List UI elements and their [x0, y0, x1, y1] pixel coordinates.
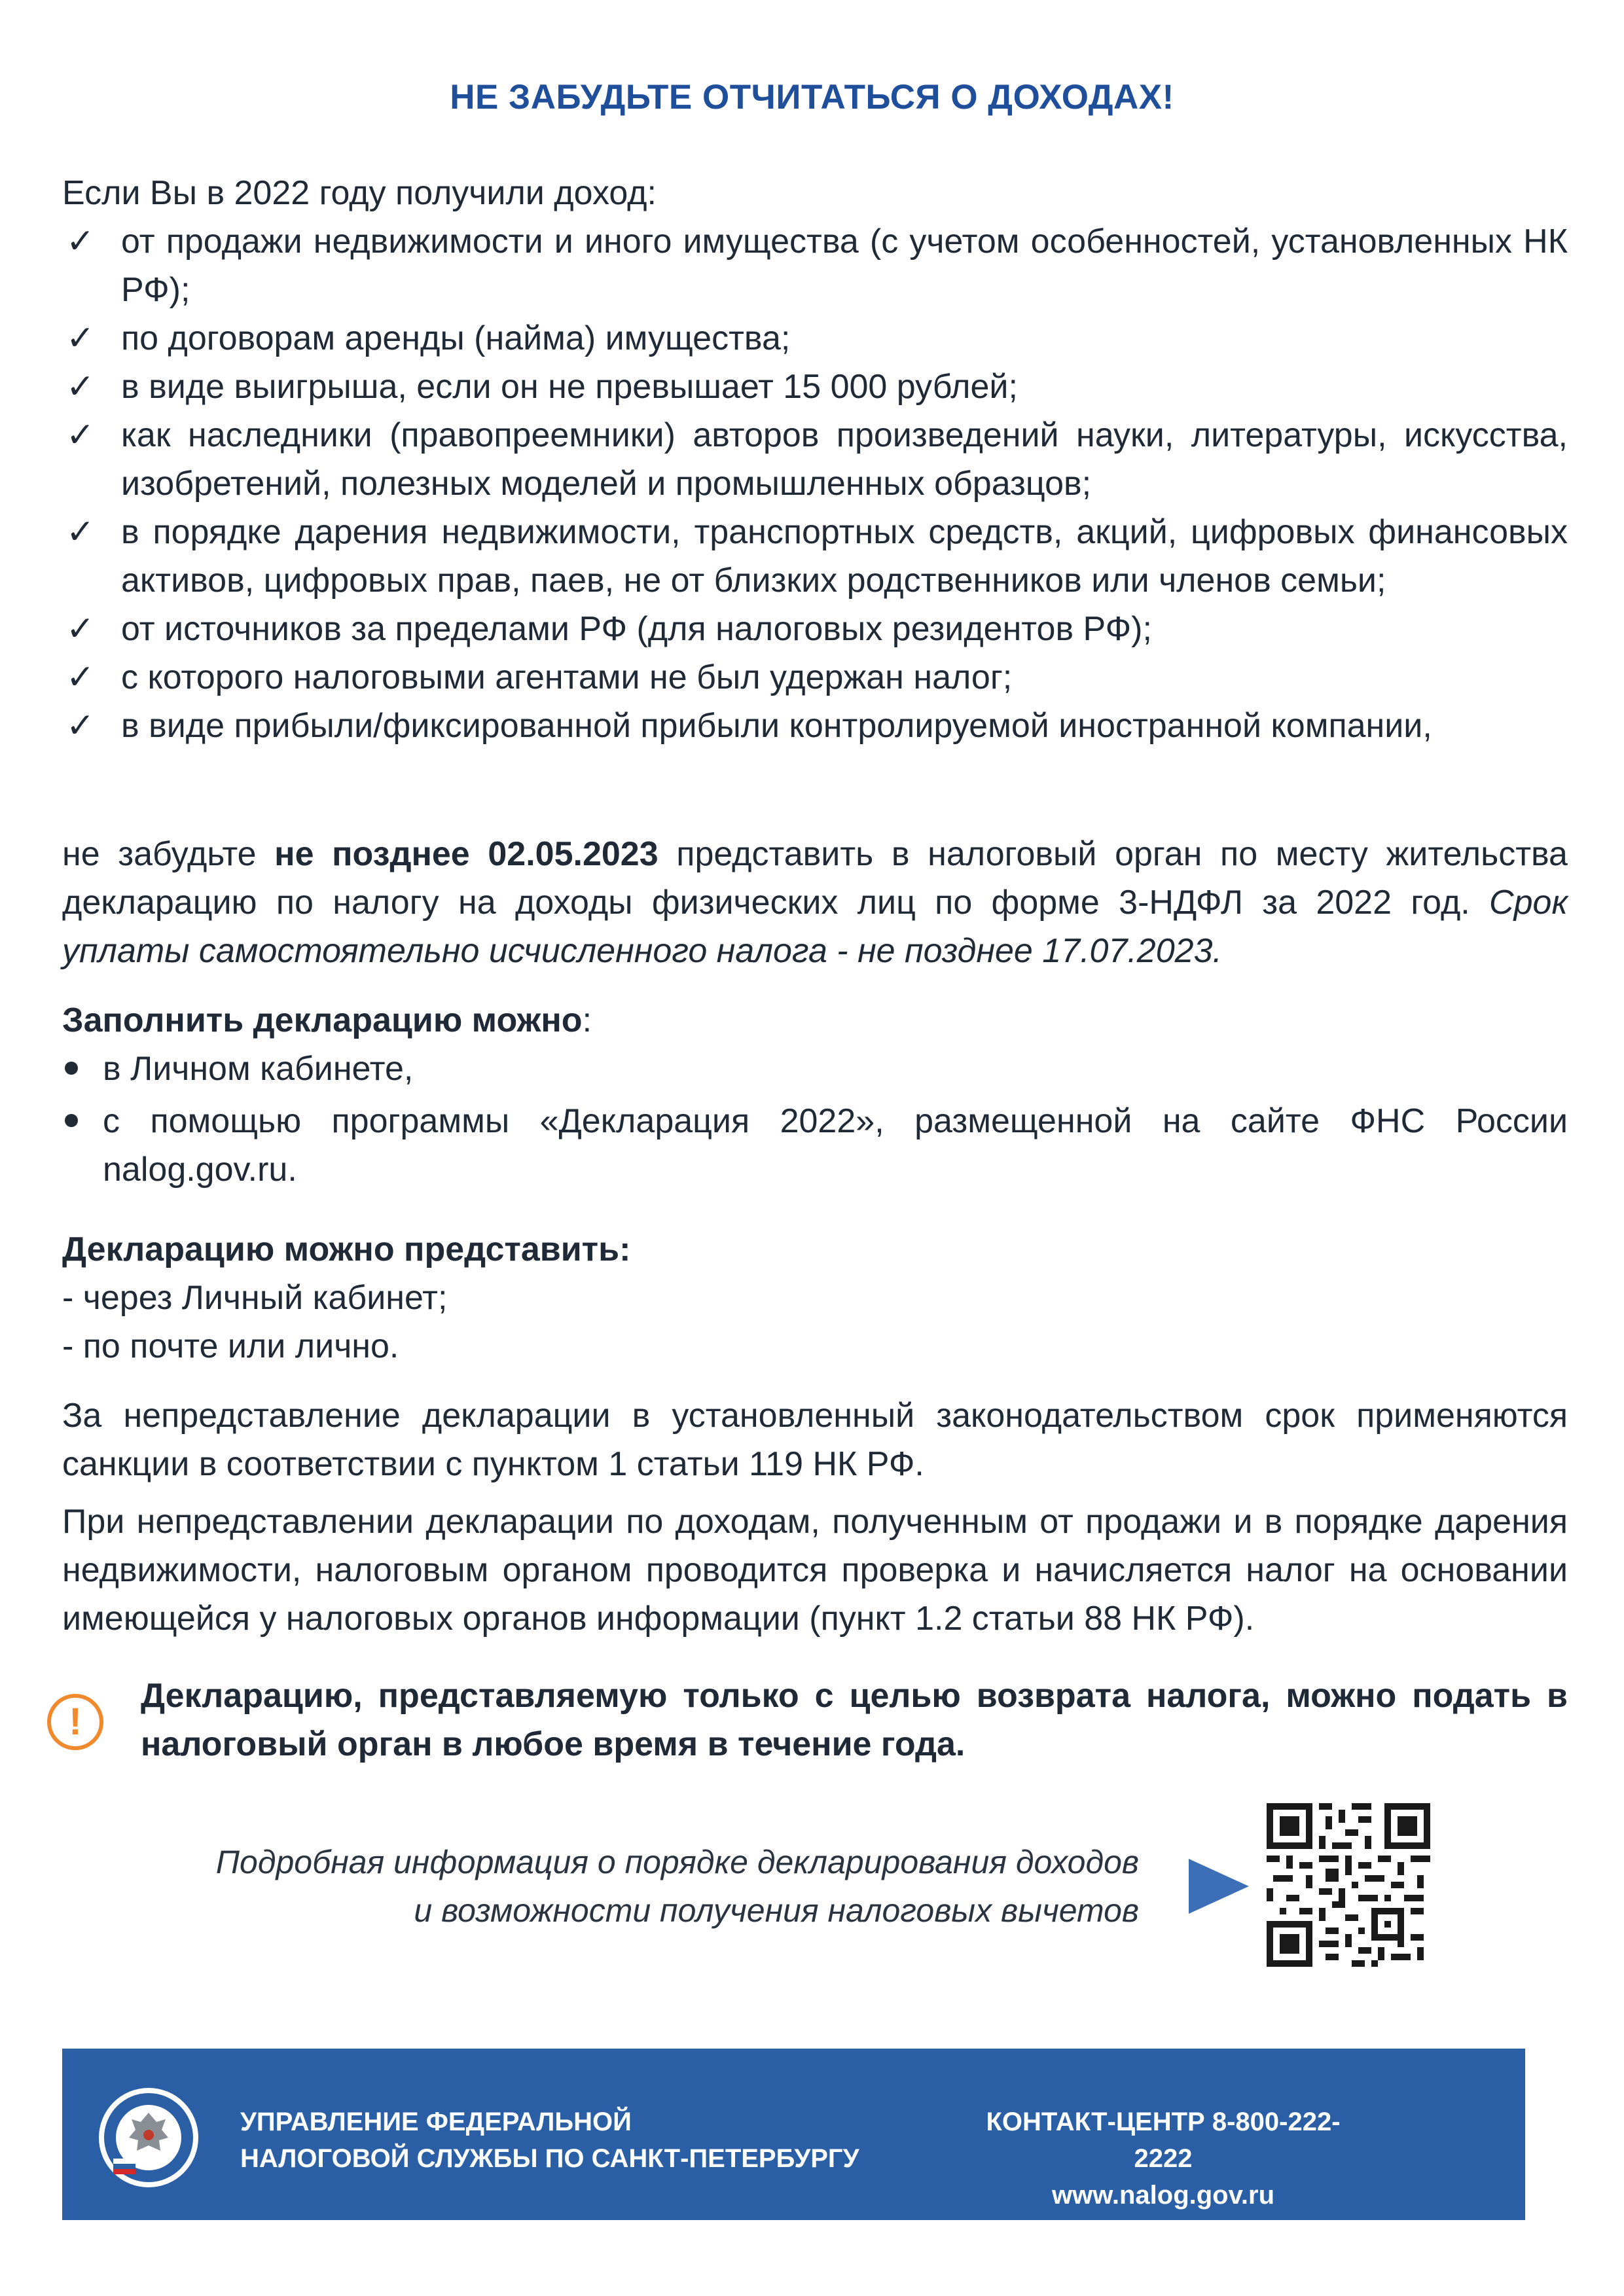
list-item: ✓ как наследники (правопреемники) авторов произведений науки, литературы, искусства, изобретений, полезных моделей и промышленных образцов;	[62, 411, 1568, 508]
check-icon: ✓	[66, 416, 95, 454]
payment-deadline: Срок уплаты самостоятельно исчисленного налога - не позднее 17.07.2023.	[62, 884, 1568, 970]
org-name: УПРАВЛЕНИЕ ФЕДЕРАЛЬНОЙ НАЛОГОВОЙ СЛУЖБЫ ПО САНКТ-ПЕТЕРБУРГУ	[240, 2108, 859, 2173]
bullet-icon	[65, 1062, 78, 1075]
check-icon: ✓	[66, 368, 95, 406]
sanctions-paragraph: За непредставление декларации в установленный законодательством срок применяются санкции в соответствии с пунктом 1 статьи 119 НК РФ.	[62, 1397, 1568, 1483]
contact-info	[960, 2104, 1366, 2214]
website-link[interactable]: www.nalog.gov.ru	[1052, 2181, 1274, 2210]
check-icon: ✓	[66, 610, 95, 648]
submit-section	[62, 1225, 1568, 1371]
deadline-paragraph: не забудьте не позднее 02.05.2023 представить в налоговый орган по месту жительства декларацию по налогу на доходы физических лиц по форме 3-НДФЛ за 2022 год. Срок уплаты самостоятельно исчисленного налога - не позднее 17.07.2023.	[62, 835, 1568, 970]
page-title: НЕ ЗАБУДЬТЕ ОТЧИТАТЬСЯ О ДОХОДАХ!	[450, 78, 1174, 117]
check-icon: ✓	[66, 513, 95, 551]
qr-code[interactable]	[1267, 1803, 1430, 1967]
list-item: - через Личный кабинет;	[62, 1279, 448, 1317]
footer-banner	[62, 2049, 1525, 2220]
list-item: ✓ от продажи недвижимости и иного имущества (с учетом особенностей, установленных НК РФ);	[62, 217, 1568, 314]
submit-heading: Декларацию можно представить:	[62, 1230, 631, 1268]
fill-section: Заполнить декларацию можно: в Личном кабинете, с помощью программы «Декларация 2022», размещенной на сайте ФНС России nalog.gov.ru.	[62, 996, 1568, 1194]
more-info-text: Подробная информация о порядке декларирования доходов и возможности получения налоговых вычетов	[215, 1844, 1139, 1929]
refund-note: Декларацию, представляемую только с целью возврата налога, можно подать в налоговый орган в любое время в течение года.	[141, 1677, 1568, 1763]
list-item: в Личном кабинете,	[62, 1045, 1568, 1093]
fns-emblem-icon	[96, 2085, 201, 2190]
list-item: ✓ с которого налоговыми агентами не был удержан налог;	[62, 653, 1568, 702]
audit-paragraph: При непредставлении декларации по доходам, полученным от продажи и в порядке дарения недвижимости, налоговым органом проводится проверка и начисляется налог на основании имеющейся у налоговых органов информации (пункт 1.2 статьи 88 НК РФ).	[62, 1503, 1568, 1638]
list-item: с помощью программы «Декларация 2022», размещенной на сайте ФНС России nalog.gov.ru.	[62, 1097, 1568, 1194]
check-icon: ✓	[66, 319, 95, 357]
check-icon: ✓	[66, 223, 95, 260]
intro-text: Если Вы в 2022 году получили доход:	[62, 174, 657, 212]
list-item: ✓ в виде выигрыша, если он не превышает 15 000 рублей;	[62, 363, 1568, 411]
list-item: ✓ от источников за пределами РФ (для налоговых резидентов РФ);	[62, 605, 1568, 653]
exclamation-icon: !	[47, 1694, 103, 1750]
contact-center-phone[interactable]: КОНТАКТ-ЦЕНТР 8-800-222-2222	[986, 2108, 1341, 2173]
deadline-date: не позднее 02.05.2023	[274, 835, 659, 873]
fill-heading: Заполнить декларацию можно	[62, 1001, 583, 1039]
arrow-right-icon	[1186, 1854, 1252, 1919]
list-item: ✓ в порядке дарения недвижимости, транспортных средств, акций, цифровых финансовых активов, цифровых прав, паев, не от близких родственников или членов семьи;	[62, 508, 1568, 605]
bullet-icon	[65, 1114, 78, 1127]
list-item: - по почте или лично.	[62, 1327, 399, 1365]
check-icon: ✓	[66, 658, 95, 696]
income-section	[62, 169, 1568, 750]
list-item: ✓ в виде прибыли/фиксированной прибыли контролируемой иностранной компании,	[62, 702, 1568, 750]
list-item: ✓ по договорам аренды (найма) имущества;	[62, 314, 1568, 363]
check-icon: ✓	[66, 707, 95, 745]
